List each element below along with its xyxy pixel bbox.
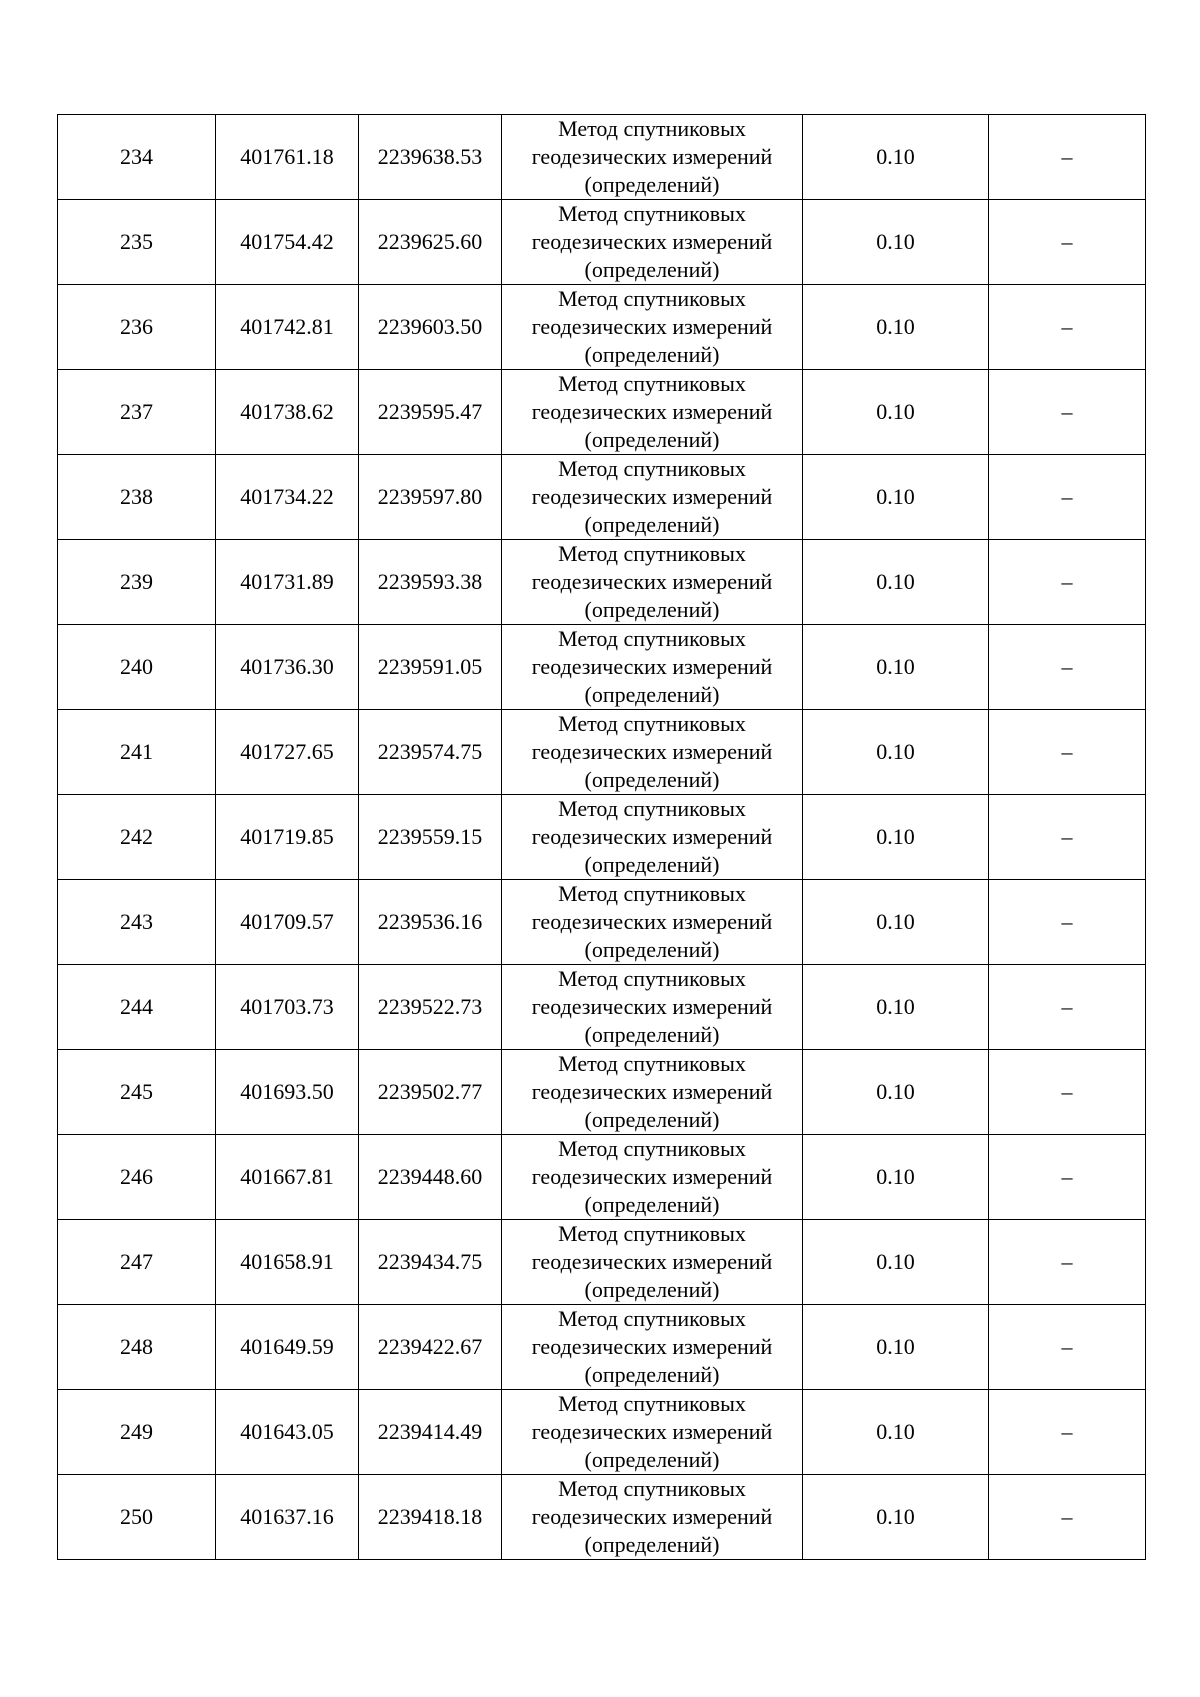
point-number-cell: 245	[58, 1050, 216, 1135]
method-cell	[502, 455, 803, 540]
description-cell: –	[989, 1220, 1146, 1305]
accuracy-cell: 0.10	[803, 625, 989, 710]
table-row	[58, 1305, 1146, 1390]
method-line-1: Метод спутниковых	[558, 796, 746, 821]
method-line-2: геодезических измерений	[531, 1334, 773, 1359]
accuracy-cell: 0.10	[803, 1475, 989, 1560]
point-number-cell: 237	[58, 370, 216, 455]
method-line-2: геодезических измерений	[531, 569, 773, 594]
y-coordinate-cell: 2239597.80	[359, 455, 502, 540]
x-coordinate-cell: 401761.18	[216, 115, 359, 200]
table-row	[58, 1050, 1146, 1135]
x-coordinate-cell: 401742.81	[216, 285, 359, 370]
method-line-2: геодезических измерений	[531, 229, 773, 254]
method-line-3: (определений)	[584, 1532, 720, 1557]
description-cell: –	[989, 625, 1146, 710]
method-cell	[502, 625, 803, 710]
point-number-cell: 248	[58, 1305, 216, 1390]
coordinates-table-body	[58, 115, 1146, 1560]
x-coordinate-cell: 401727.65	[216, 710, 359, 795]
table-row	[58, 880, 1146, 965]
description-cell: –	[989, 880, 1146, 965]
accuracy-cell: 0.10	[803, 285, 989, 370]
method-line-1: Метод спутниковых	[558, 1136, 746, 1161]
point-number-cell: 247	[58, 1220, 216, 1305]
method-cell	[502, 1220, 803, 1305]
method-line-3: (определений)	[584, 1362, 720, 1387]
x-coordinate-cell: 401709.57	[216, 880, 359, 965]
method-line-3: (определений)	[584, 682, 720, 707]
method-line-2: геодезических измерений	[531, 144, 773, 169]
table-row	[58, 370, 1146, 455]
point-number-cell: 249	[58, 1390, 216, 1475]
method-line-1: Метод спутниковых	[558, 1221, 746, 1246]
x-coordinate-cell: 401731.89	[216, 540, 359, 625]
table-row	[58, 1135, 1146, 1220]
description-cell: –	[989, 965, 1146, 1050]
y-coordinate-cell: 2239603.50	[359, 285, 502, 370]
method-cell	[502, 710, 803, 795]
method-cell	[502, 1135, 803, 1220]
description-cell: –	[989, 1135, 1146, 1220]
description-cell: –	[989, 710, 1146, 795]
method-line-1: Метод спутниковых	[558, 201, 746, 226]
table-row	[58, 1220, 1146, 1305]
accuracy-cell: 0.10	[803, 1305, 989, 1390]
method-line-1: Метод спутниковых	[558, 456, 746, 481]
method-line-3: (определений)	[584, 1022, 720, 1047]
method-cell	[502, 285, 803, 370]
method-line-3: (определений)	[584, 172, 720, 197]
point-number-cell: 246	[58, 1135, 216, 1220]
point-number-cell: 240	[58, 625, 216, 710]
y-coordinate-cell: 2239434.75	[359, 1220, 502, 1305]
method-line-1: Метод спутниковых	[558, 116, 746, 141]
method-line-2: геодезических измерений	[531, 1079, 773, 1104]
method-line-2: геодезических измерений	[531, 994, 773, 1019]
x-coordinate-cell: 401637.16	[216, 1475, 359, 1560]
table-row	[58, 1475, 1146, 1560]
method-line-2: геодезических измерений	[531, 1504, 773, 1529]
y-coordinate-cell: 2239625.60	[359, 200, 502, 285]
method-line-3: (определений)	[584, 1447, 720, 1472]
method-line-1: Метод спутниковых	[558, 1306, 746, 1331]
method-line-3: (определений)	[584, 937, 720, 962]
method-cell	[502, 1475, 803, 1560]
x-coordinate-cell: 401754.42	[216, 200, 359, 285]
y-coordinate-cell: 2239638.53	[359, 115, 502, 200]
table-row	[58, 625, 1146, 710]
method-line-3: (определений)	[584, 1277, 720, 1302]
accuracy-cell: 0.10	[803, 880, 989, 965]
method-cell	[502, 965, 803, 1050]
method-line-1: Метод спутниковых	[558, 1391, 746, 1416]
y-coordinate-cell: 2239522.73	[359, 965, 502, 1050]
y-coordinate-cell: 2239448.60	[359, 1135, 502, 1220]
accuracy-cell: 0.10	[803, 1390, 989, 1475]
method-line-1: Метод спутниковых	[558, 541, 746, 566]
method-line-2: геодезических измерений	[531, 1249, 773, 1274]
y-coordinate-cell: 2239591.05	[359, 625, 502, 710]
method-cell	[502, 1305, 803, 1390]
method-cell	[502, 880, 803, 965]
description-cell: –	[989, 1050, 1146, 1135]
method-cell	[502, 115, 803, 200]
x-coordinate-cell: 401667.81	[216, 1135, 359, 1220]
point-number-cell: 235	[58, 200, 216, 285]
method-line-2: геодезических измерений	[531, 1419, 773, 1444]
method-line-2: геодезических измерений	[531, 909, 773, 934]
x-coordinate-cell: 401649.59	[216, 1305, 359, 1390]
method-line-1: Метод спутниковых	[558, 966, 746, 991]
y-coordinate-cell: 2239422.67	[359, 1305, 502, 1390]
table-row	[58, 795, 1146, 880]
method-line-2: геодезических измерений	[531, 654, 773, 679]
y-coordinate-cell: 2239414.49	[359, 1390, 502, 1475]
y-coordinate-cell: 2239574.75	[359, 710, 502, 795]
method-line-3: (определений)	[584, 767, 720, 792]
description-cell: –	[989, 1475, 1146, 1560]
x-coordinate-cell: 401703.73	[216, 965, 359, 1050]
accuracy-cell: 0.10	[803, 965, 989, 1050]
table-row	[58, 1390, 1146, 1475]
description-cell: –	[989, 370, 1146, 455]
description-cell: –	[989, 200, 1146, 285]
method-cell	[502, 540, 803, 625]
method-line-2: геодезических измерений	[531, 824, 773, 849]
point-number-cell: 242	[58, 795, 216, 880]
x-coordinate-cell: 401738.62	[216, 370, 359, 455]
method-cell	[502, 1390, 803, 1475]
table-row	[58, 285, 1146, 370]
y-coordinate-cell: 2239593.38	[359, 540, 502, 625]
method-line-3: (определений)	[584, 852, 720, 877]
table-row	[58, 200, 1146, 285]
method-line-1: Метод спутниковых	[558, 1476, 746, 1501]
method-line-2: геодезических измерений	[531, 739, 773, 764]
point-number-cell: 244	[58, 965, 216, 1050]
table-row	[58, 455, 1146, 540]
accuracy-cell: 0.10	[803, 710, 989, 795]
accuracy-cell: 0.10	[803, 115, 989, 200]
accuracy-cell: 0.10	[803, 1050, 989, 1135]
accuracy-cell: 0.10	[803, 1135, 989, 1220]
method-line-3: (определений)	[584, 512, 720, 537]
method-line-1: Метод спутниковых	[558, 881, 746, 906]
method-cell	[502, 200, 803, 285]
method-line-3: (определений)	[584, 1192, 720, 1217]
x-coordinate-cell: 401734.22	[216, 455, 359, 540]
method-cell	[502, 370, 803, 455]
point-number-cell: 236	[58, 285, 216, 370]
table-row	[58, 965, 1146, 1050]
x-coordinate-cell: 401658.91	[216, 1220, 359, 1305]
description-cell: –	[989, 285, 1146, 370]
accuracy-cell: 0.10	[803, 455, 989, 540]
accuracy-cell: 0.10	[803, 540, 989, 625]
accuracy-cell: 0.10	[803, 370, 989, 455]
accuracy-cell: 0.10	[803, 1220, 989, 1305]
method-line-1: Метод спутниковых	[558, 711, 746, 736]
point-number-cell: 241	[58, 710, 216, 795]
point-number-cell: 239	[58, 540, 216, 625]
x-coordinate-cell: 401693.50	[216, 1050, 359, 1135]
y-coordinate-cell: 2239418.18	[359, 1475, 502, 1560]
point-number-cell: 234	[58, 115, 216, 200]
document-page	[57, 114, 1145, 1560]
table-row	[58, 540, 1146, 625]
method-line-3: (определений)	[584, 342, 720, 367]
point-number-cell: 250	[58, 1475, 216, 1560]
description-cell: –	[989, 115, 1146, 200]
description-cell: –	[989, 795, 1146, 880]
y-coordinate-cell: 2239536.16	[359, 880, 502, 965]
table-row	[58, 115, 1146, 200]
method-cell	[502, 795, 803, 880]
method-line-1: Метод спутниковых	[558, 371, 746, 396]
method-line-3: (определений)	[584, 1107, 720, 1132]
method-line-1: Метод спутниковых	[558, 626, 746, 651]
y-coordinate-cell: 2239502.77	[359, 1050, 502, 1135]
method-line-2: геодезических измерений	[531, 1164, 773, 1189]
method-line-3: (определений)	[584, 597, 720, 622]
description-cell: –	[989, 1390, 1146, 1475]
coordinates-table	[57, 114, 1146, 1560]
method-line-1: Метод спутниковых	[558, 1051, 746, 1076]
method-line-3: (определений)	[584, 257, 720, 282]
description-cell: –	[989, 1305, 1146, 1390]
x-coordinate-cell: 401736.30	[216, 625, 359, 710]
point-number-cell: 243	[58, 880, 216, 965]
method-line-2: геодезических измерений	[531, 399, 773, 424]
description-cell: –	[989, 455, 1146, 540]
method-line-2: геодезических измерений	[531, 484, 773, 509]
method-line-3: (определений)	[584, 427, 720, 452]
description-cell: –	[989, 540, 1146, 625]
point-number-cell: 238	[58, 455, 216, 540]
x-coordinate-cell: 401643.05	[216, 1390, 359, 1475]
accuracy-cell: 0.10	[803, 200, 989, 285]
y-coordinate-cell: 2239595.47	[359, 370, 502, 455]
x-coordinate-cell: 401719.85	[216, 795, 359, 880]
table-row	[58, 710, 1146, 795]
accuracy-cell: 0.10	[803, 795, 989, 880]
y-coordinate-cell: 2239559.15	[359, 795, 502, 880]
method-cell	[502, 1050, 803, 1135]
method-line-1: Метод спутниковых	[558, 286, 746, 311]
method-line-2: геодезических измерений	[531, 314, 773, 339]
